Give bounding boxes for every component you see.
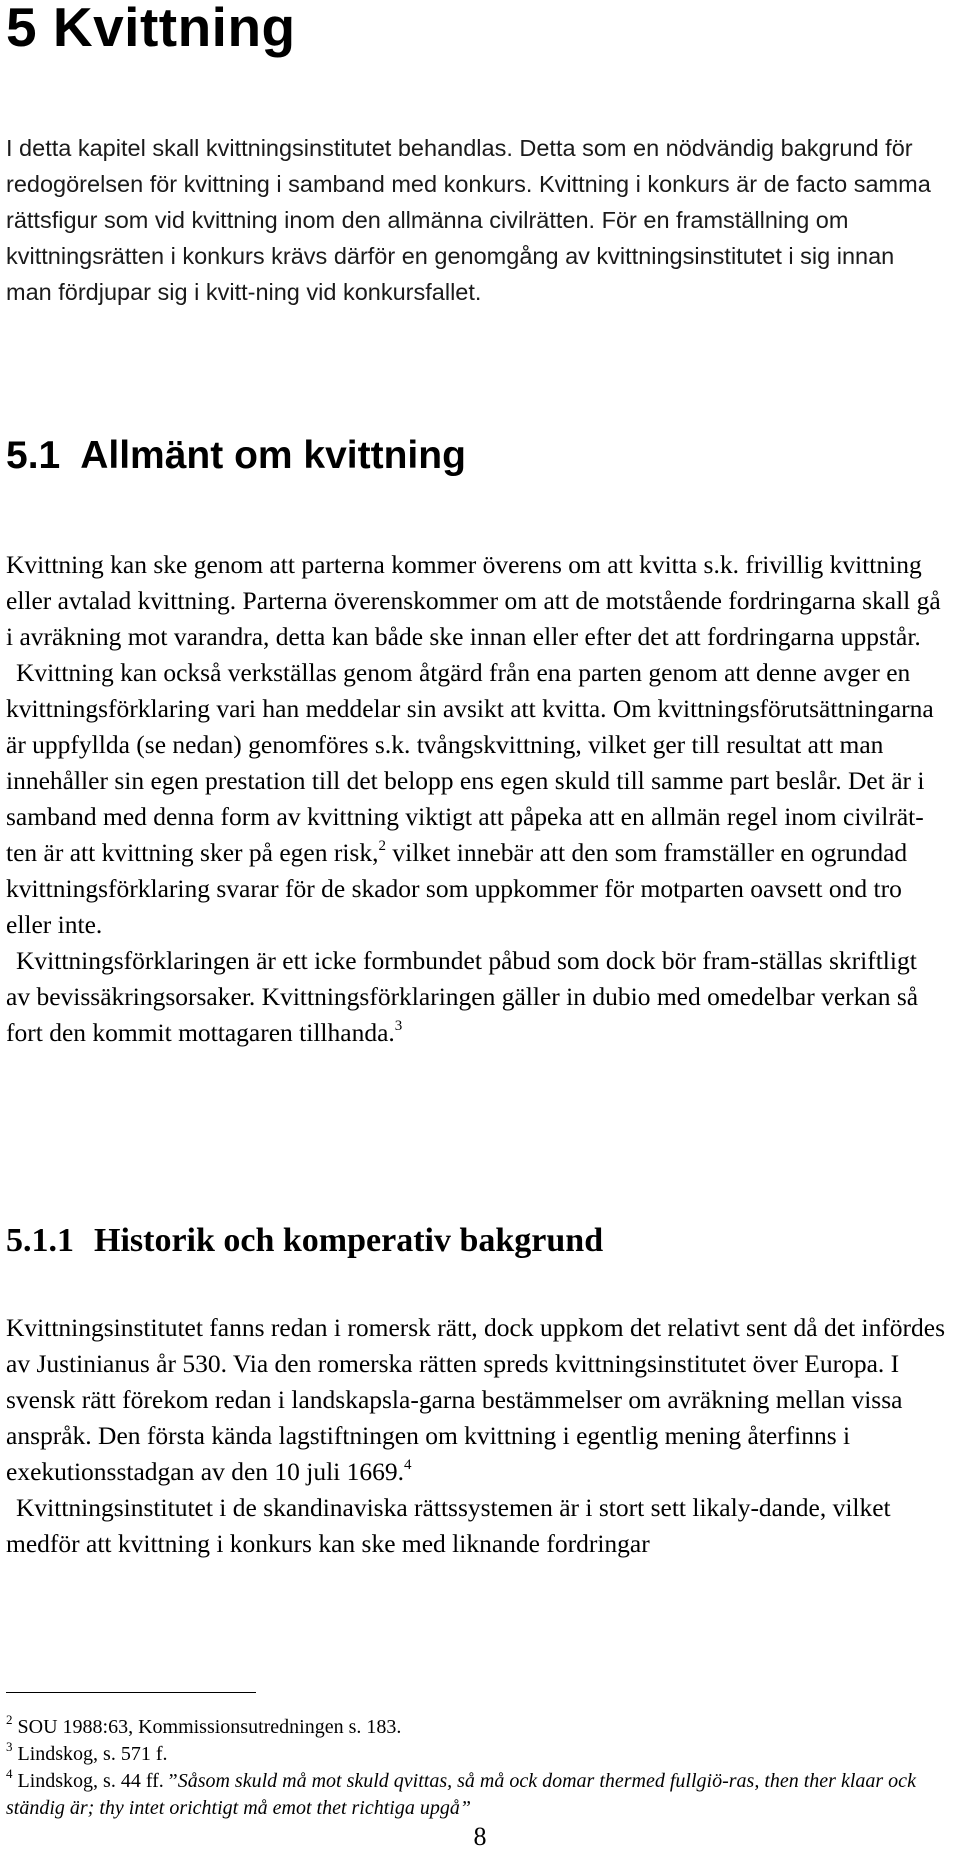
footnote: $^2$ SOU 1988:63, Kommissionsutredningen s. 183. xyxy=(6,1712,402,1738)
footnote-ref[interactable]: 2 xyxy=(378,838,386,854)
section-title: Allmänt om kvittning xyxy=(80,434,466,477)
paragraph: Kvittningsinstitutet i de skandinaviska rättssystemen är i stort sett likaly-dande, vilket medför att kvittning i konkurs kan ske med liknande fordringar xyxy=(6,1493,891,1558)
section-5-1-1-body xyxy=(6,1310,946,1562)
paragraph: Kvittningsförklaringen är ett icke formbundet påbud som dock bör fram-ställas skriftligt av bevissäkringsorsaker. Kvittningsförklaringen gäller in dubio med omedelbar verkan så fort den kommit mottagaren tillhanda.$^3$ xyxy=(6,946,919,1047)
section-heading-5-1 xyxy=(6,432,466,480)
paragraph: Kvittningsinstitutet fanns redan i romersk rätt, dock uppkom det relativt sent då det infördes av Justinianus år 530. Via den romerska rätten spreds kvittningsinstitutet över Europa. I svensk rätt förekom redan i landskapsla-garna bestämmelser om avräkning mellan vissa anspråk. Den första kända lagstiftningen om kvittning i egentlig mening återfinns i exekutionsstadgan av den 10 juli 1669.$^4$ xyxy=(6,1313,946,1486)
chapter-title: 5 Kvittning xyxy=(6,0,296,58)
footnotes xyxy=(6,1714,946,1822)
paragraph: Kvittning kan ske genom att parterna kommer överens om att kvitta s.k. frivillig kvittning eller avtalad kvittning. Parterna överenskommer om att de motstående fordringarna skall gå i avräkning mot varandra, detta kan både ske innan eller efter det att fordringarna uppstår. xyxy=(6,550,941,651)
paragraph: Kvittning kan också verkställas genom åtgärd från ena parten genom att denne avger en kvittningsförklaring vari han meddelar sin avsikt att kvitta. Om kvittningsförutsättningarna är uppfyllda (se nedan) genomföres s.k. tvångskvittning, vilket ger till resultat att man innehåller sin egen prestation till det belopp ens egen skuld till samme part beslår. Det är i samband med denna form av kvittning viktigt att påpeka att en allmän regel inom civilrät-ten är att kvittning sker på egen risk,$^2$ vilket innebär att den som framställer en ogrundad kvittningsförklaring svarar för de skador som uppkommer för motparten oavsett ond tro eller inte. xyxy=(6,658,934,939)
page-number: 8 xyxy=(473,1822,487,1851)
footnote: $^3$ Lindskog, s. 571 f. xyxy=(6,1739,168,1765)
footnote-quote: Såsom skuld må mot skuld qvittas, så må ock domar thermed fullgiö-ras, then ther klaar ock ständig är; thy intet orichtigt må emot thet richtiga upgå” xyxy=(6,1770,916,1819)
section-heading-5-1-1 xyxy=(6,1219,603,1263)
footnote-ref[interactable]: 4 xyxy=(404,1457,412,1473)
chapter-intro: I detta kapitel skall kvittningsinstitutet behandlas. Detta som en nödvändig bakgrund för redogörelsen för kvittning i samband med konkurs. Kvittning i konkurs är de facto samma rättsfigur som vid kvittning inom den allmänna civilrätten. För en framställning om kvittningsrätten i konkurs krävs därför en genomgång av kvittningsinstitutet i sig innan man fördjupar sig i kvitt-ning vid konkursfallet. xyxy=(6,135,931,305)
footnote: $^4$ Lindskog, s. 44 ff. ”Såsom skuld må mot skuld qvittas, så må ock domar thermed fullgiö-ras, then ther klaar ock ständig är; thy intet orichtigt må emot thet richtiga upgå” xyxy=(6,1766,916,1819)
footnote-separator xyxy=(6,1692,256,1693)
section-number: 5.1 xyxy=(6,434,61,477)
footnote-ref[interactable]: 3 xyxy=(394,1018,403,1034)
section-title: Historik och komperativ bakgrund xyxy=(94,1222,604,1259)
section-number: 5.1.1 xyxy=(6,1222,74,1259)
section-5-1-body xyxy=(6,547,946,1051)
